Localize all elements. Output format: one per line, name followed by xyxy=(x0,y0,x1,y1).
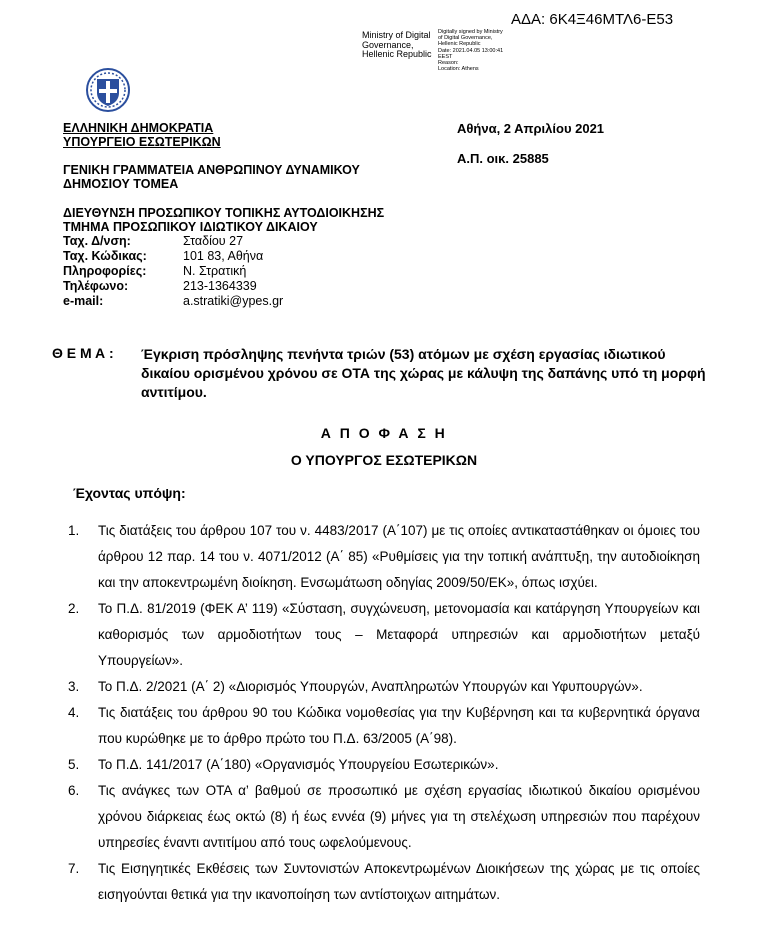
list-item xyxy=(68,856,700,908)
department-name: ΤΜΗΜΑ ΠΡΟΣΩΠΙΚΟΥ ΙΔΙΩΤΙΚΟΥ ΔΙΚΑΙΟΥ xyxy=(63,220,318,234)
list-item xyxy=(68,518,700,596)
secretariat-line-1: ΓΕΝΙΚΗ ΓΡΑΜΜΑΤΕΙΑ ΑΝΘΡΩΠΙΝΟΥ ΔΥΝΑΜΙΚΟΥ xyxy=(63,163,360,177)
list-item xyxy=(68,778,700,856)
item-number: 1. xyxy=(68,523,80,538)
item-text: Τις ανάγκες των ΟΤΑ α’ βαθμού σε προσωπικό με σχέση εργασίας ιδιωτικού δικαίου ορισμένου χρόνου διάρκειας έως οκτώ (8) ή έως εννέα (9) μήνες για τη στελέχωση υπηρεσιών που παρέχουν υπηρεσίες έναντι αντιτίμου από τους ωφελούμενους. xyxy=(98,783,700,850)
item-text: Το Π.Δ. 141/2017 (Α΄180) «Οργανισμός Υπουργείου Εσωτερικών». xyxy=(98,757,499,772)
signature-detail-line: of Digital Governance, xyxy=(438,35,493,42)
ada-code: ΑΔΑ: 6Κ4Ξ46ΜΤΛ6-Ε53 xyxy=(511,11,674,28)
item-number: 3. xyxy=(68,679,80,694)
contact-value: Ν. Στρατική xyxy=(183,264,247,278)
item-number: 2. xyxy=(68,601,80,616)
contact-value: Σταδίου 27 xyxy=(183,234,244,248)
signature-detail-line: Location: Athens xyxy=(438,66,479,73)
digital-signature-details xyxy=(438,29,518,72)
signature-detail-line: Digitally signed by Ministry xyxy=(438,29,503,35)
item-text: Τις διατάξεις του άρθρου 107 του ν. 4483/2017 (Α΄107) με τις οποίες αντικαταστάθηκαν οι όμοιες του άρθρου 12 παρ. 14 του ν. 4071/2012 (Α΄ 85) «Ρυθμίσεις για την τοπική ανάπτυξη, την αυτοδιοίκηση και την αποκεντρωμένη διοίκηση. Ενσωμάτωση οδηγίας 2009/50/ΕΚ», όπως ισχύει. xyxy=(98,523,700,590)
digital-signature-signer: Ministry of Digital Governance, Hellenic Republic xyxy=(362,30,432,59)
contact-label: Ταχ. Δ/νση: xyxy=(63,234,131,248)
protocol-number: Α.Π. οικ. 25885 xyxy=(457,151,549,166)
minister-title: Ο ΥΠΟΥΡΓΟΣ ΕΣΩΤΕΡΙΚΩΝ xyxy=(290,452,478,468)
signature-detail-line: Hellenic Republic xyxy=(438,41,481,48)
ministry-name: ΥΠΟΥΡΓΕΙΟ ΕΣΩΤΕΡΙΚΩΝ xyxy=(63,135,221,149)
directorate-name: ΔΙΕΥΘΥΝΣΗ ΠΡΟΣΩΠΙΚΟΥ ΤΟΠΙΚΗΣ ΑΥΤΟΔΙΟΙΚΗΣΗΣ xyxy=(63,206,385,220)
signature-detail-line: Reason: xyxy=(438,60,459,67)
item-number: 7. xyxy=(68,861,80,876)
list-item xyxy=(68,674,700,700)
subject-text: Έγκριση πρόσληψης πενήντα τριών (53) ατόμων με σχέση εργασίας ιδιωτικού δικαίου ορισμένου χρόνου σε ΟΤΑ της χώρας με κάλυψη της δαπάνης υπό τη μορφή αντιτίμου. xyxy=(141,346,706,400)
item-text: Τις Εισηγητικές Εκθέσεις των Συντονιστών Αποκεντρωμένων Διοικήσεων της χώρας με τις οποίες εισηγούνται θετικά για την ικανοποίηση των αντίστοιχων αιτημάτων. xyxy=(98,861,700,902)
item-number: 6. xyxy=(68,783,80,798)
contact-label: e-mail: xyxy=(63,294,104,308)
secretariat-line-2: ΔΗΜΟΣΙΟΥ ΤΟΜΕΑ xyxy=(63,177,179,191)
considerations-list xyxy=(68,518,700,908)
item-number: 4. xyxy=(68,705,80,720)
greek-coat-of-arms-icon xyxy=(84,66,132,114)
signature-detail-line: EEST xyxy=(438,53,453,60)
document-date: Αθήνα, 2 Απριλίου 2021 xyxy=(457,121,605,136)
signature-detail-line: Date: 2021.04.05 13:00:41 xyxy=(438,47,504,54)
item-text: Το Π.Δ. 81/2019 (ΦΕΚ Α’ 119) «Σύσταση, συγχώνευση, μετονομασία και κατάργηση Υπουργείων και καθορισμός των αρμοδιοτήτων τους – Μεταφορά υπηρεσιών και αρμοδιοτήτων μεταξύ Υπουργείων». xyxy=(98,601,700,668)
contact-label: Ταχ. Κώδικας: xyxy=(63,249,147,263)
contact-email: a.stratiki@ypes.gr xyxy=(183,294,284,308)
subject-label: Θ Ε Μ Α : xyxy=(52,345,114,361)
contact-label: Πληροφορίες: xyxy=(63,264,147,278)
decision-title: Α Π Ο Φ Α Σ Η xyxy=(320,425,448,441)
item-text: Το Π.Δ. 2/2021 (Α΄ 2) «Διορισμός Υπουργών, Αναπληρωτών Υπουργών και Υφυπουργών». xyxy=(98,679,643,694)
considering-label: Έχοντας υπόψη: xyxy=(73,485,186,501)
item-text: Τις διατάξεις του άρθρου 90 του Κώδικα νομοθεσίας για την Κυβέρνηση και τα κυβερνητικά όργανα που κυρώθηκε με το άρθρο πρώτο του Π.Δ. 63/2005 (Α΄98). xyxy=(98,705,700,746)
list-item xyxy=(68,596,700,674)
list-item xyxy=(68,700,700,752)
list-item xyxy=(68,752,700,778)
contact-value: 213-1364339 xyxy=(183,279,257,293)
contact-value: 101 83, Αθήνα xyxy=(183,249,264,263)
item-number: 5. xyxy=(68,757,80,772)
republic-name: ΕΛΛΗΝΙΚΗ ΔΗΜΟΚΡΑΤΙΑ xyxy=(63,121,214,135)
contact-label: Τηλέφωνο: xyxy=(63,279,129,293)
